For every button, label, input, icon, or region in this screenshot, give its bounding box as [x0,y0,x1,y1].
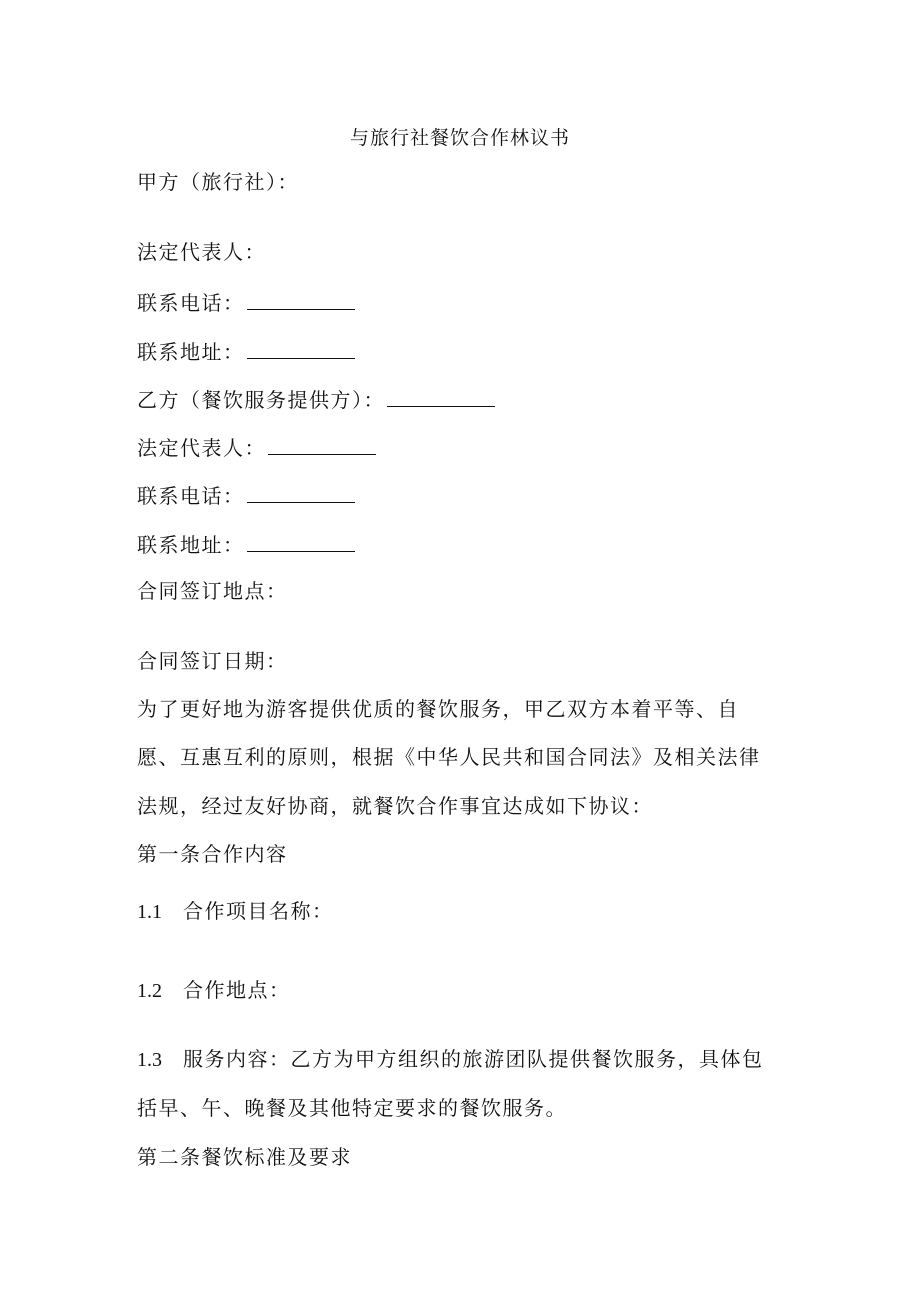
article-1-item-3-continued: 括早、午、晚餐及其他特定要求的餐饮服务。 [137,1096,567,1120]
preamble-line-2: 愿、互惠互利的原则，根据《中华人民共和国合同法》及相关法律 [137,745,761,769]
party-a-address-row [137,338,355,364]
preamble-line-1: 为了更好地为游客提供优质的餐饮服务，甲乙双方本着平等、自 [137,697,739,721]
item-number: 1.2 [137,980,162,1002]
article-1-item-1 [137,899,334,924]
preamble-line-3: 法规，经过友好协商，就餐饮合作事宜达成如下协议： [137,794,653,818]
sign-date: 合同签订日期： [137,649,288,673]
document-title: 与旅行社餐饮合作林议书 [349,127,570,149]
party-a-phone-label: 联系电话： [137,291,245,315]
article-2-heading: 第二条餐饮标准及要求 [137,1145,352,1169]
party-b-label: 乙方（餐饮服务提供方）： [137,388,385,412]
party-b-legal-rep-label: 法定代表人： [137,436,266,460]
article-1-item-3 [137,1047,764,1072]
party-a-address-blank[interactable] [247,338,355,359]
party-b-legal-rep-row [137,434,376,460]
article-1-heading: 第一条合作内容 [137,842,288,866]
item-text: 服务内容：乙方为甲方组织的旅游团队提供餐饮服务，具体包 [183,1047,764,1071]
item-number: 1.1 [137,901,162,923]
item-number: 1.3 [137,1049,162,1071]
party-b-phone-blank[interactable] [247,482,355,503]
party-b-phone-label: 联系电话： [137,484,245,508]
sign-place: 合同签订地点： [137,579,288,603]
party-a-phone-blank[interactable] [247,289,355,310]
item-text: 合作项目名称： [183,899,334,923]
party-a-legal-rep: 法定代表人： [137,240,266,264]
party-b-address-blank[interactable] [247,531,355,552]
party-a-address-label: 联系地址： [137,340,245,364]
party-b-phone-row [137,482,355,508]
party-b-name-blank[interactable] [387,386,495,407]
party-a-label: 甲方（旅行社）： [137,170,299,194]
party-b-address-label: 联系地址： [137,533,245,557]
item-text: 合作地点： [183,978,291,1002]
party-b-legal-rep-blank[interactable] [268,434,376,455]
party-b-row [137,386,495,412]
party-a-phone-row [137,289,355,315]
party-b-address-row [137,531,355,557]
article-1-item-2 [137,978,291,1003]
